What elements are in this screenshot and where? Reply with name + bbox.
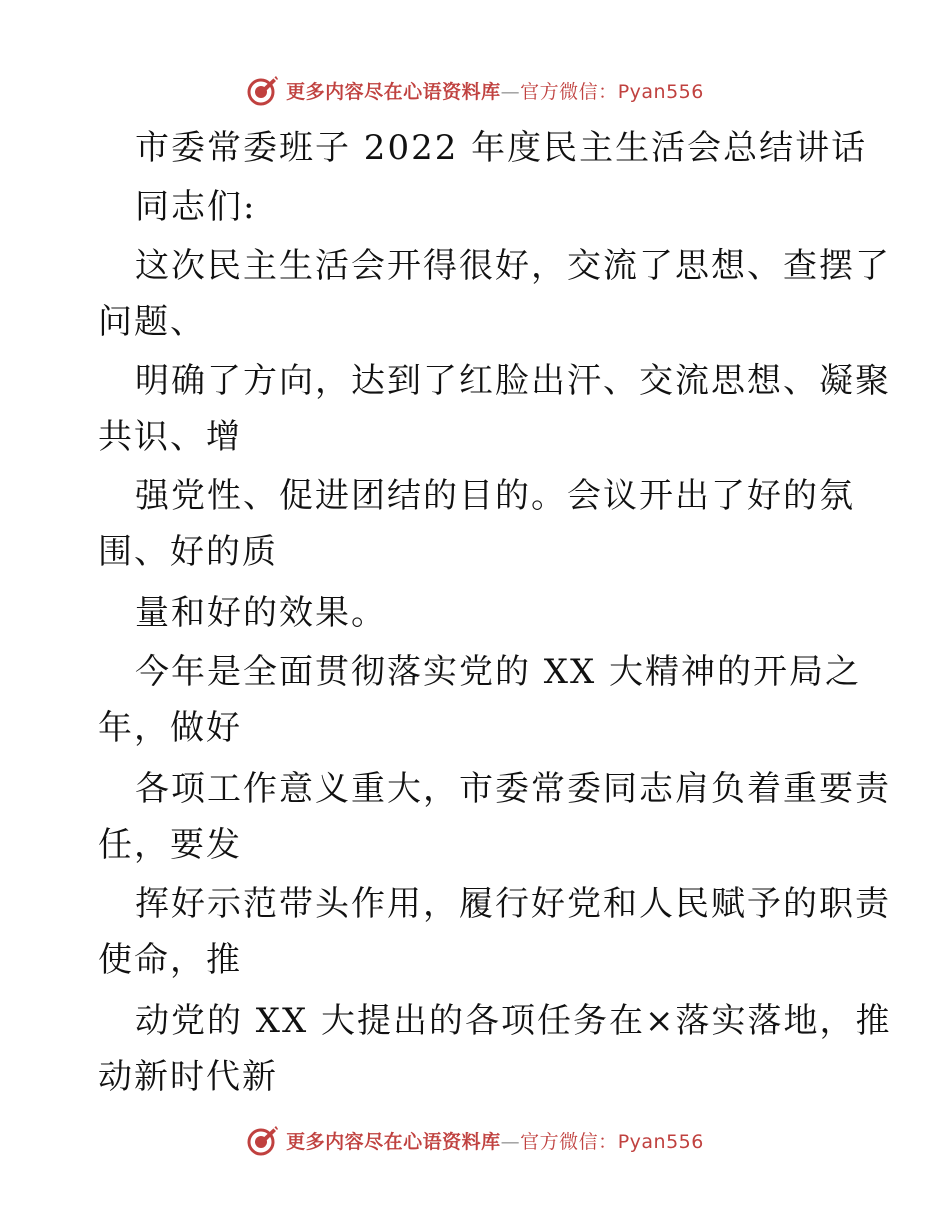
footer-banner-dash: — bbox=[500, 1130, 521, 1153]
paragraph-line: 问题、 bbox=[98, 302, 206, 342]
footer-banner-contact: 官方微信： bbox=[520, 1130, 618, 1153]
paragraph-line: 共识、增 bbox=[98, 417, 242, 457]
footer-banner-main: 更多内容尽在心语资料库 bbox=[286, 1130, 501, 1153]
paragraph-line: 动党的 XX 大提出的各项任务在×落实落地，推 bbox=[135, 1001, 892, 1041]
paragraph-line: 今年是全面贯彻落实党的 XX 大精神的开局之 bbox=[135, 652, 862, 692]
footer-banner-id: Pyan556 bbox=[617, 1130, 704, 1153]
footer-banner-text bbox=[286, 1127, 704, 1154]
paragraph-line: 明确了方向，达到了红脸出汗、交流思想、凝聚 bbox=[135, 361, 891, 401]
header-banner-contact: 官方微信： bbox=[520, 80, 618, 103]
paragraph-line: 动新时代新 bbox=[98, 1057, 278, 1097]
paragraph-line: 强党性、促进团结的目的。会议开出了好的氛 bbox=[135, 476, 855, 516]
header-banner-id: Pyan556 bbox=[617, 80, 704, 103]
salutation: 同志们: bbox=[135, 187, 257, 227]
pen-logo-icon bbox=[246, 1123, 280, 1157]
document-title: 市委常委班子 2022 年度民主生活会总结讲话 bbox=[135, 128, 868, 168]
header-banner-dash: — bbox=[500, 80, 521, 103]
paragraph-line: 这次民主生活会开得很好，交流了思想、查摆了 bbox=[135, 246, 891, 286]
footer-banner bbox=[0, 1120, 950, 1160]
paragraph-line: 量和好的效果。 bbox=[135, 593, 387, 633]
paragraph-line: 挥好示范带头作用，履行好党和人民赋予的职责 bbox=[135, 884, 891, 924]
paragraph-line: 围、好的质 bbox=[98, 532, 278, 572]
header-banner-main: 更多内容尽在心语资料库 bbox=[286, 80, 501, 103]
paragraph-line: 使命，推 bbox=[98, 940, 242, 980]
paragraph-line: 各项工作意义重大，市委常委同志肩负着重要责 bbox=[135, 769, 891, 809]
paragraph-line: 年，做好 bbox=[98, 708, 242, 748]
paragraph-line: 任，要发 bbox=[98, 825, 242, 865]
